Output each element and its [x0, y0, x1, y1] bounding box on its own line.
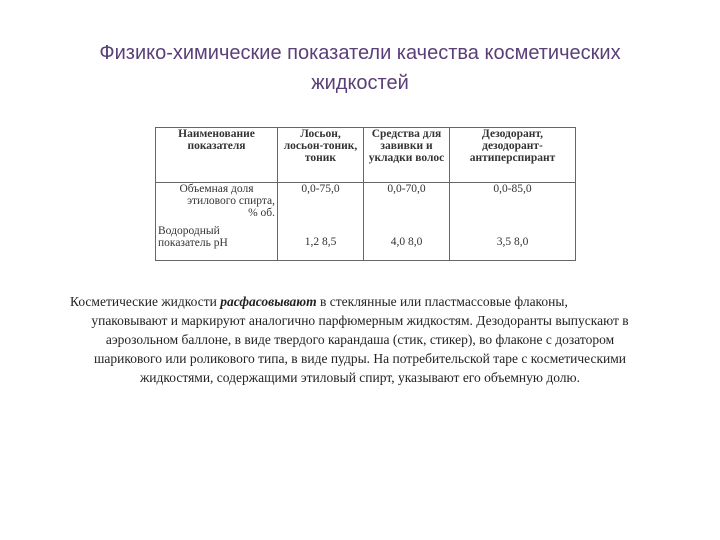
quality-table — [155, 127, 576, 261]
header-lotion: Лосьон, лосьон-тоник, тоник — [278, 128, 364, 183]
cell-ph-hair: 4,0 8,0 — [364, 225, 450, 261]
cell-ethanol-deodorant: 0,0-85,0 — [450, 183, 576, 225]
row-label-line: показатель pH — [158, 236, 228, 249]
row-label-line: % об. — [248, 207, 275, 219]
emphasized-word: расфасовывают — [220, 294, 317, 309]
paragraph-line: шарикового или роликового типа, в виде пудры. На потребительской таре с косметическими — [93, 351, 627, 366]
paragraph-line: упаковывают и маркируют аналогично парфюмерным жидкостям. Дезодоранты выпускают в — [91, 313, 629, 328]
cell-ethanol-lotion: 0,0-75,0 — [278, 183, 364, 225]
slide-title — [40, 38, 680, 98]
cell-ethanol-hair: 0,0-70,0 — [364, 183, 450, 225]
title-line-2: жидкостей — [311, 72, 409, 94]
row-label-line: этилового спирта, — [187, 195, 275, 207]
paragraph-text: Косметические жидкости — [70, 294, 221, 309]
row-label-ethanol — [156, 183, 278, 225]
row-label-ph — [156, 225, 278, 261]
row-label-line: Объемная доля — [179, 183, 254, 195]
cell-ph-lotion: 1,2 8,5 — [278, 225, 364, 261]
table-header-row — [156, 128, 576, 183]
header-hair-products: Средства для завивки и укладки волос — [364, 128, 450, 183]
body-paragraph — [40, 292, 680, 387]
paragraph-line: жидкостями, содержащими этиловый спирт, указывают его объемную долю. — [139, 370, 581, 385]
paragraph-line — [40, 292, 680, 311]
table-row — [156, 225, 576, 261]
row-label-line: Водородный — [158, 224, 220, 237]
cell-ph-deodorant: 3,5 8,0 — [450, 225, 576, 261]
title-line-1: Физико-химические показатели качества косметических — [99, 42, 621, 64]
header-indicator-name: Наименование показателя — [156, 128, 278, 183]
table-row — [156, 183, 576, 225]
paragraph-line: аэрозольном баллоне, в виде твердого карандаша (стик, стикер), во флаконе с дозатором — [105, 332, 615, 347]
header-deodorant: Дезодорант, дезодорант-антиперспирант — [450, 128, 576, 183]
paragraph-text: в стеклянные или пластмассовые флаконы, — [316, 294, 568, 309]
